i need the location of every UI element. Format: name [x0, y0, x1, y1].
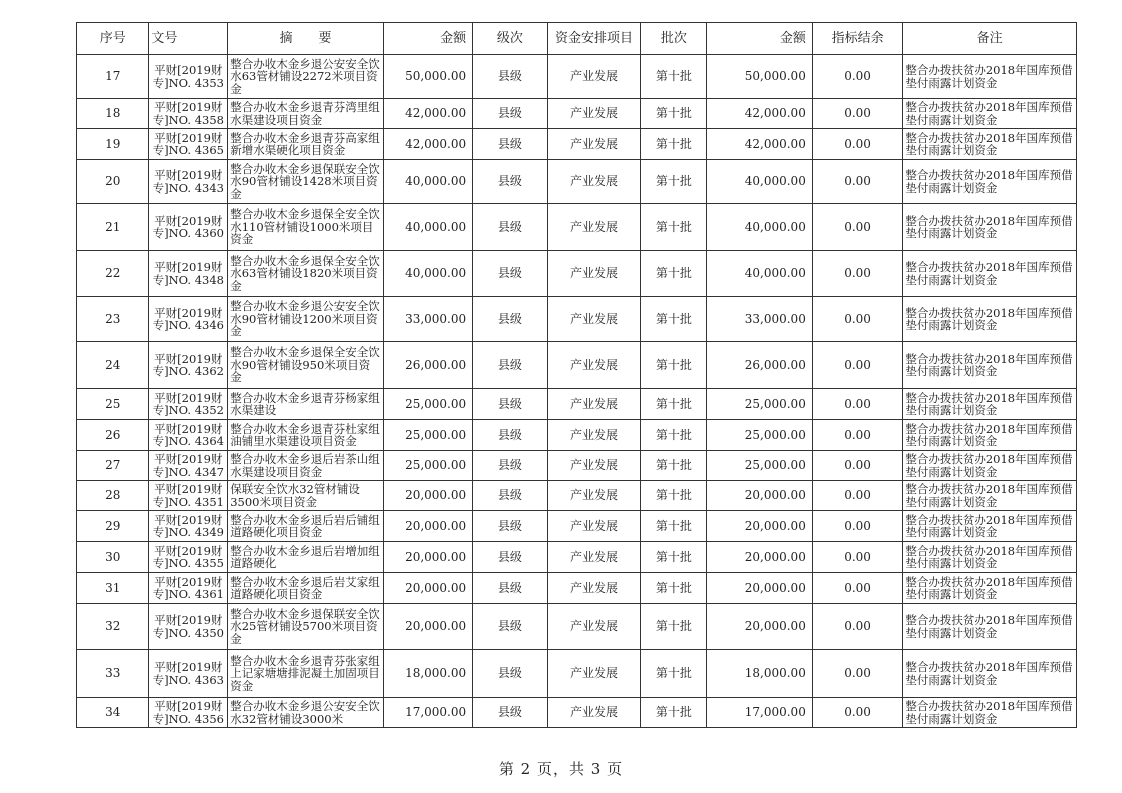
row-note: 整合办拨扶贫办2018年国库预借垫付雨露计划资金 — [903, 129, 1077, 160]
row-summary: 整合办收木金乡退保全安全饮水63管材铺设1820米项目资金 — [228, 251, 383, 297]
row-note: 整合办拨扶贫办2018年国库预借垫付雨露计划资金 — [903, 650, 1077, 698]
row-amount: 20,000.00 — [383, 542, 472, 573]
row-amount: 20,000.00 — [383, 481, 472, 511]
table-row — [77, 251, 1077, 297]
row-balance: 0.00 — [812, 451, 903, 481]
row-summary: 整合办收木金乡退公安安全饮水63管材铺设2272米项目资金 — [228, 55, 383, 99]
row-batch: 第十批 — [641, 420, 707, 451]
row-balance: 0.00 — [812, 342, 903, 389]
row-seq: 29 — [77, 511, 149, 542]
row-doc-number: 平财[2019财专]NO. 4348 — [149, 251, 228, 297]
row-doc-number: 平财[2019财专]NO. 4356 — [149, 698, 228, 728]
row-seq: 21 — [77, 204, 149, 251]
row-batch: 第十批 — [641, 342, 707, 389]
row-amount: 25,000.00 — [383, 420, 472, 451]
row-project: 产业发展 — [547, 451, 641, 481]
row-doc-number: 平财[2019财专]NO. 4349 — [149, 511, 228, 542]
row-summary: 整合办收木金乡退后岩增加组道路硬化 — [228, 542, 383, 573]
row-project: 产业发展 — [547, 604, 641, 650]
row-summary: 整合办收木金乡退青芬高家组新增水渠硬化项目资金 — [228, 129, 383, 160]
row-project: 产业发展 — [547, 297, 641, 342]
row-seq: 33 — [77, 650, 149, 698]
row-batch: 第十批 — [641, 698, 707, 728]
row-amount: 25,000.00 — [383, 451, 472, 481]
row-amount: 42,000.00 — [383, 99, 472, 129]
row-seq: 32 — [77, 604, 149, 650]
row-note: 整合办拨扶贫办2018年国库预借垫付雨露计划资金 — [903, 604, 1077, 650]
row-level: 县级 — [473, 129, 548, 160]
table-row — [77, 99, 1077, 129]
row-seq: 20 — [77, 160, 149, 204]
row-summary: 整合办收木金乡退后岩后铺组道路硬化项目资金 — [228, 511, 383, 542]
table-row — [77, 420, 1077, 451]
row-project: 产业发展 — [547, 129, 641, 160]
row-amount: 20,000.00 — [383, 604, 472, 650]
row-level: 县级 — [473, 542, 548, 573]
row-balance: 0.00 — [812, 129, 903, 160]
row-seq: 28 — [77, 481, 149, 511]
row-batch: 第十批 — [641, 129, 707, 160]
row-balance: 0.00 — [812, 420, 903, 451]
row-project: 产业发展 — [547, 481, 641, 511]
row-doc-number: 平财[2019财专]NO. 4351 — [149, 481, 228, 511]
row-amount: 17,000.00 — [383, 698, 472, 728]
row-amount-2: 50,000.00 — [707, 55, 812, 99]
row-amount: 50,000.00 — [383, 55, 472, 99]
row-seq: 19 — [77, 129, 149, 160]
row-summary: 整合办收木金乡退公安安全饮水90管材铺设1200米项目资金 — [228, 297, 383, 342]
row-amount-2: 20,000.00 — [707, 573, 812, 604]
table-row — [77, 604, 1077, 650]
row-seq: 34 — [77, 698, 149, 728]
row-amount: 40,000.00 — [383, 204, 472, 251]
header-balance: 指标结余 — [812, 23, 903, 55]
row-amount: 25,000.00 — [383, 389, 472, 420]
row-note: 整合办拨扶贫办2018年国库预借垫付雨露计划资金 — [903, 511, 1077, 542]
row-doc-number: 平财[2019财专]NO. 4362 — [149, 342, 228, 389]
row-balance: 0.00 — [812, 604, 903, 650]
row-seq: 24 — [77, 342, 149, 389]
row-batch: 第十批 — [641, 511, 707, 542]
row-batch: 第十批 — [641, 389, 707, 420]
header-note: 备注 — [903, 23, 1077, 55]
row-balance: 0.00 — [812, 99, 903, 129]
row-amount-2: 25,000.00 — [707, 389, 812, 420]
row-doc-number: 平财[2019财专]NO. 4346 — [149, 297, 228, 342]
row-amount: 40,000.00 — [383, 160, 472, 204]
row-level: 县级 — [473, 389, 548, 420]
row-note: 整合办拨扶贫办2018年国库预借垫付雨露计划资金 — [903, 297, 1077, 342]
row-batch: 第十批 — [641, 650, 707, 698]
row-doc-number: 平财[2019财专]NO. 4347 — [149, 451, 228, 481]
row-amount-2: 18,000.00 — [707, 650, 812, 698]
header-project: 资金安排项目 — [547, 23, 641, 55]
row-level: 县级 — [473, 650, 548, 698]
header-doc-number: 文号 — [149, 23, 228, 55]
row-balance: 0.00 — [812, 650, 903, 698]
row-seq: 30 — [77, 542, 149, 573]
header-level: 级次 — [473, 23, 548, 55]
row-doc-number: 平财[2019财专]NO. 4365 — [149, 129, 228, 160]
row-project: 产业发展 — [547, 251, 641, 297]
row-batch: 第十批 — [641, 99, 707, 129]
row-seq: 31 — [77, 573, 149, 604]
row-project: 产业发展 — [547, 204, 641, 251]
row-seq: 18 — [77, 99, 149, 129]
row-level: 县级 — [473, 451, 548, 481]
row-balance: 0.00 — [812, 481, 903, 511]
row-level: 县级 — [473, 342, 548, 389]
row-note: 整合办拨扶贫办2018年国库预借垫付雨露计划资金 — [903, 55, 1077, 99]
row-note: 整合办拨扶贫办2018年国库预借垫付雨露计划资金 — [903, 698, 1077, 728]
row-balance: 0.00 — [812, 204, 903, 251]
row-summary: 整合办收木金乡退青芬湾里组水渠建设项目资金 — [228, 99, 383, 129]
row-amount-2: 20,000.00 — [707, 511, 812, 542]
table-header-row — [77, 23, 1077, 55]
row-amount: 33,000.00 — [383, 297, 472, 342]
row-doc-number: 平财[2019财专]NO. 4352 — [149, 389, 228, 420]
row-batch: 第十批 — [641, 604, 707, 650]
row-note: 整合办拨扶贫办2018年国库预借垫付雨露计划资金 — [903, 420, 1077, 451]
row-balance: 0.00 — [812, 542, 903, 573]
row-amount-2: 25,000.00 — [707, 420, 812, 451]
row-project: 产业发展 — [547, 542, 641, 573]
table-row — [77, 129, 1077, 160]
row-amount-2: 33,000.00 — [707, 297, 812, 342]
row-project: 产业发展 — [547, 511, 641, 542]
row-balance: 0.00 — [812, 698, 903, 728]
table-row — [77, 160, 1077, 204]
row-amount-2: 20,000.00 — [707, 604, 812, 650]
row-balance: 0.00 — [812, 160, 903, 204]
row-project: 产业发展 — [547, 573, 641, 604]
table-row — [77, 342, 1077, 389]
row-amount: 42,000.00 — [383, 129, 472, 160]
row-seq: 27 — [77, 451, 149, 481]
row-seq: 26 — [77, 420, 149, 451]
row-project: 产业发展 — [547, 420, 641, 451]
row-balance: 0.00 — [812, 389, 903, 420]
row-seq: 25 — [77, 389, 149, 420]
row-seq: 22 — [77, 251, 149, 297]
table-row — [77, 542, 1077, 573]
row-batch: 第十批 — [641, 451, 707, 481]
row-amount-2: 40,000.00 — [707, 251, 812, 297]
row-project: 产业发展 — [547, 342, 641, 389]
row-doc-number: 平财[2019财专]NO. 4361 — [149, 573, 228, 604]
row-note: 整合办拨扶贫办2018年国库预借垫付雨露计划资金 — [903, 204, 1077, 251]
row-seq: 17 — [77, 55, 149, 99]
funding-table — [76, 22, 1077, 728]
row-amount-2: 40,000.00 — [707, 204, 812, 251]
table-row — [77, 698, 1077, 728]
table-row — [77, 650, 1077, 698]
row-batch: 第十批 — [641, 542, 707, 573]
row-doc-number: 平财[2019财专]NO. 4343 — [149, 160, 228, 204]
row-project: 产业发展 — [547, 650, 641, 698]
row-doc-number: 平财[2019财专]NO. 4358 — [149, 99, 228, 129]
row-level: 县级 — [473, 55, 548, 99]
row-amount: 18,000.00 — [383, 650, 472, 698]
row-note: 整合办拨扶贫办2018年国库预借垫付雨露计划资金 — [903, 99, 1077, 129]
table-row — [77, 511, 1077, 542]
row-level: 县级 — [473, 204, 548, 251]
row-doc-number: 平财[2019财专]NO. 4355 — [149, 542, 228, 573]
row-amount: 20,000.00 — [383, 573, 472, 604]
row-project: 产业发展 — [547, 55, 641, 99]
row-amount-2: 20,000.00 — [707, 542, 812, 573]
row-note: 整合办拨扶贫办2018年国库预借垫付雨露计划资金 — [903, 481, 1077, 511]
row-level: 县级 — [473, 251, 548, 297]
row-balance: 0.00 — [812, 573, 903, 604]
row-batch: 第十批 — [641, 573, 707, 604]
row-amount-2: 40,000.00 — [707, 160, 812, 204]
funding-table-sheet — [76, 22, 1077, 728]
table-row — [77, 451, 1077, 481]
row-batch: 第十批 — [641, 297, 707, 342]
row-level: 县级 — [473, 160, 548, 204]
row-amount-2: 42,000.00 — [707, 99, 812, 129]
row-note: 整合办拨扶贫办2018年国库预借垫付雨露计划资金 — [903, 573, 1077, 604]
row-doc-number: 平财[2019财专]NO. 4360 — [149, 204, 228, 251]
row-level: 县级 — [473, 420, 548, 451]
row-level: 县级 — [473, 604, 548, 650]
row-project: 产业发展 — [547, 99, 641, 129]
row-level: 县级 — [473, 99, 548, 129]
row-summary: 整合办收木金乡退公安安全饮水32管材铺设3000米 — [228, 698, 383, 728]
row-summary: 整合办收木金乡退后岩茶山组水渠建设项目资金 — [228, 451, 383, 481]
row-amount-2: 25,000.00 — [707, 451, 812, 481]
row-summary: 整合办收木金乡退保全安全饮水90管材铺设950米项目资金 — [228, 342, 383, 389]
row-level: 县级 — [473, 511, 548, 542]
row-level: 县级 — [473, 573, 548, 604]
table-row — [77, 389, 1077, 420]
page-footer: 第 2 页，共 3 页 — [498, 760, 624, 778]
row-summary: 整合办收木金乡退保联安全饮水90管材铺设1428米项目资金 — [228, 160, 383, 204]
row-amount-2: 26,000.00 — [707, 342, 812, 389]
row-seq: 23 — [77, 297, 149, 342]
row-balance: 0.00 — [812, 511, 903, 542]
header-amount-2: 金额 — [707, 23, 812, 55]
row-level: 县级 — [473, 481, 548, 511]
row-project: 产业发展 — [547, 160, 641, 204]
table-row — [77, 481, 1077, 511]
row-balance: 0.00 — [812, 297, 903, 342]
table-row — [77, 55, 1077, 99]
row-doc-number: 平财[2019财专]NO. 4364 — [149, 420, 228, 451]
row-batch: 第十批 — [641, 55, 707, 99]
row-project: 产业发展 — [547, 698, 641, 728]
row-amount-2: 42,000.00 — [707, 129, 812, 160]
row-note: 整合办拨扶贫办2018年国库预借垫付雨露计划资金 — [903, 251, 1077, 297]
table-row — [77, 204, 1077, 251]
row-doc-number: 平财[2019财专]NO. 4353 — [149, 55, 228, 99]
row-batch: 第十批 — [641, 251, 707, 297]
row-doc-number: 平财[2019财专]NO. 4363 — [149, 650, 228, 698]
row-balance: 0.00 — [812, 55, 903, 99]
row-project: 产业发展 — [547, 389, 641, 420]
row-amount: 20,000.00 — [383, 511, 472, 542]
row-summary: 整合办收木金乡退保联安全饮水25管材铺设5700米项目资金 — [228, 604, 383, 650]
row-doc-number: 平财[2019财专]NO. 4350 — [149, 604, 228, 650]
row-summary: 整合办收木金乡退保全安全饮水110管材铺设1000米项目资金 — [228, 204, 383, 251]
table-body — [77, 55, 1077, 728]
row-summary: 整合办收木金乡退后岩艾家组道路硬化项目资金 — [228, 573, 383, 604]
row-level: 县级 — [473, 297, 548, 342]
row-note: 整合办拨扶贫办2018年国库预借垫付雨露计划资金 — [903, 542, 1077, 573]
table-row — [77, 573, 1077, 604]
header-summary: 摘 要 — [228, 23, 383, 55]
row-summary: 保联安全饮水32管材铺设3500米项目资金 — [228, 481, 383, 511]
row-note: 整合办拨扶贫办2018年国库预借垫付雨露计划资金 — [903, 451, 1077, 481]
row-note: 整合办拨扶贫办2018年国库预借垫付雨露计划资金 — [903, 342, 1077, 389]
row-amount: 40,000.00 — [383, 251, 472, 297]
row-batch: 第十批 — [641, 160, 707, 204]
row-note: 整合办拨扶贫办2018年国库预借垫付雨露计划资金 — [903, 160, 1077, 204]
header-amount: 金额 — [383, 23, 472, 55]
row-amount: 26,000.00 — [383, 342, 472, 389]
header-batch: 批次 — [641, 23, 707, 55]
row-amount-2: 17,000.00 — [707, 698, 812, 728]
row-amount-2: 20,000.00 — [707, 481, 812, 511]
row-level: 县级 — [473, 698, 548, 728]
row-summary: 整合办收木金乡退青芬张家组上记家塘塘排泥凝土加固项目资金 — [228, 650, 383, 698]
table-row — [77, 297, 1077, 342]
row-batch: 第十批 — [641, 481, 707, 511]
row-summary: 整合办收木金乡退青芬杨家组水渠建设 — [228, 389, 383, 420]
header-seq: 序号 — [77, 23, 149, 55]
row-summary: 整合办收木金乡退青芬杜家组油铺里水渠建设项目资金 — [228, 420, 383, 451]
row-note: 整合办拨扶贫办2018年国库预借垫付雨露计划资金 — [903, 389, 1077, 420]
row-balance: 0.00 — [812, 251, 903, 297]
row-batch: 第十批 — [641, 204, 707, 251]
